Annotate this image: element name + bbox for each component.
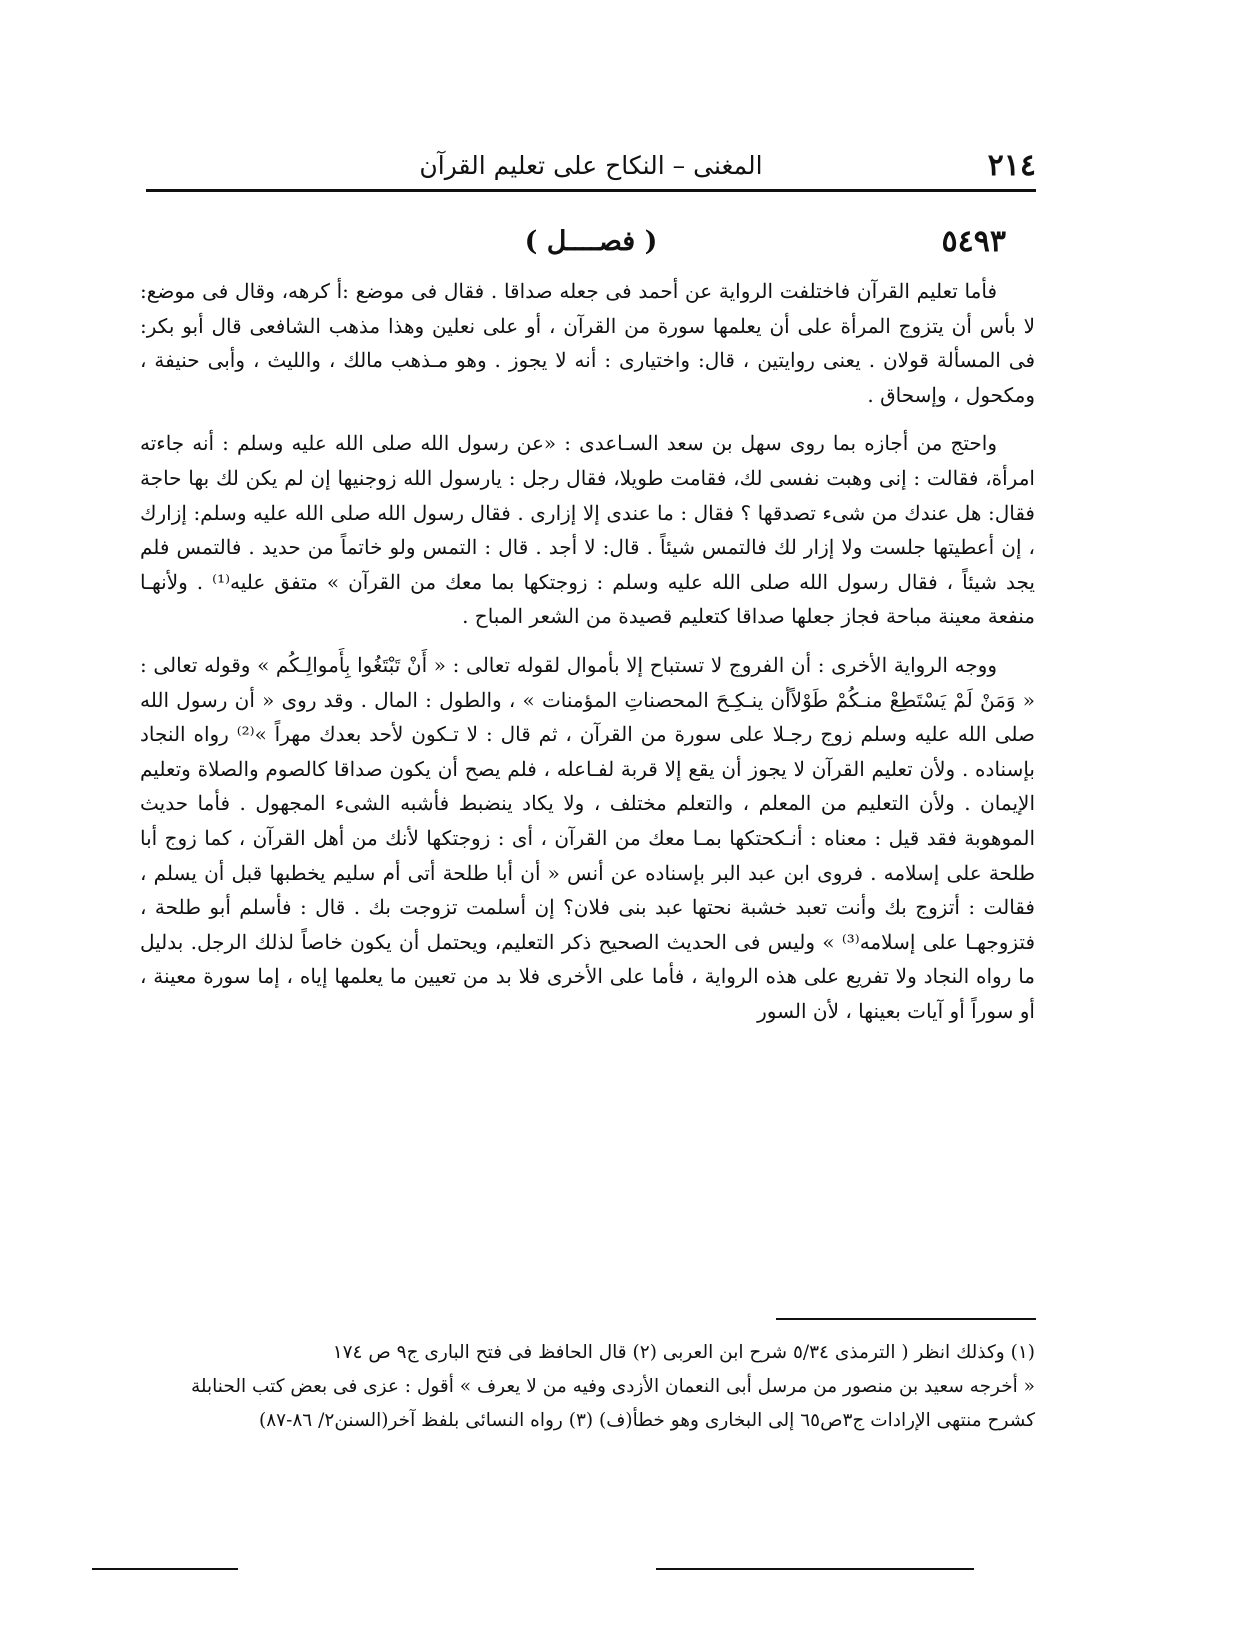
section-title: ( فصــــل ) <box>524 226 658 257</box>
paragraph: واحتج من أجازه بما روى سهل بن سعد السـاعدى : «عن رسول الله صلى الله عليه وسلم : أنه جاءته امرأة، فقالت : إنى وهبت نفسى لك، فقامت طويلا، فقال رجل : يارسول الله زوجنيها إن لم يكن لك بها حاجة فقال: هل عندك من شىء تصدقها ؟ فقال : ما عندى إلا إزارى . فقال رسول الله صلى الله عليه وسلم: إزارك ، إن أعطيتها جلست ولا إزار لك فالتمس شيئاً . قال: لا أجد . قال : التمس ولو خاتماً من حديد . فالتمس فلم يجد شيئاً ، فقال رسول الله صلى الله عليه وسلم : زوجتكها بما معك من القرآن » متفق عليه⁽¹⁾ . ولأنهـا منفعة معينة مباحة فجاز جعلها صداقا كتعليم قصيدة من الشعر المباح . <box>140 431 1035 629</box>
header-rule <box>146 189 1036 192</box>
section-number: ٥٤٩٣ <box>941 224 1006 259</box>
bottom-rule-right <box>656 1568 974 1570</box>
bottom-rule-left <box>92 1568 238 1570</box>
running-header <box>146 138 1036 190</box>
section-heading <box>146 222 1036 266</box>
paragraph: فأما تعليم القرآن فاختلفت الرواية عن أحمد فى جعله صداقا . فقال فى موضع :أ كرهه، وقال فى موضع: لا بأس أن يتزوج المرأة على أن يعلمها سورة من القرآن ، أو على نعلين وهذا مذهب الشافعى قال أبو بكر: فى المسألة قولان . يعنى روايتين ، قال: واختيارى : أنه لا يجوز . وهو مـذهب مالك ، والليث ، وأبى حنيفة ، ومكحول ، وإسحاق . <box>140 279 1035 407</box>
footnote-line: كشرح منتهى الإرادات ج٣ص٦٥ إلى البخارى وهو خطأ(ف) (٣) رواه النسائى بلفظ آخر(السنن٢/ ٨٦-٨٧) <box>259 1410 1035 1431</box>
running-header-title: المغنى – النكاح على تعليم القرآن <box>419 151 763 180</box>
footnotes <box>140 1336 1035 1438</box>
main-text <box>140 274 1035 1042</box>
footnote-separator <box>776 1318 1036 1320</box>
footnote-line: (١) وكذلك انظر ( الترمذى ٥/٣٤ شرح ابن العربى (٢) قال الحافظ فى فتح البارى ج٩ ص ١٧٤ <box>332 1342 1035 1363</box>
page-number: ٢١٤ <box>987 148 1036 183</box>
paragraph: ووجه الرواية الأخرى : أن الفروج لا تستباح إلا بأموال لقوله تعالى : « أَنْ تَبْتَغُوا بِأَموالِـكُم » وقوله تعالى : « وَمَنْ لَمْ يَسْتَطِعْ منـكُمْ طَوْلاًأن ينـكِـحَ المحصناتِ المؤمنات » ، والطول : المال . وقد روى « أن رسول الله صلى الله عليه وسلم زوج رجـلا على سورة من القرآن ، ثم قال : لا تـكون لأحد بعدك مهراً »⁽²⁾ رواه النجاد بإسناده . ولأن تعليم القرآن لا يجوز أن يقع إلا قربة لفـاعله ، فلم يصح أن يكون صداقا كالصوم والصلاة وتعليم الإيمان . ولأن التعليم من المعلم ، والتعلم مختلف ، ولا يكاد ينضبط فأشبه الشىء المجهول . فأما حديث الموهوبة فقد قيل : معناه : أنـكحتكها بمـا معك من القرآن ، أى : زوجتكها لأنك من أهل القرآن ، كما زوج أبا طلحة على إسلامه . فروى ابن عبد البر بإسناده عن أنس « أن أبا طلحة أتى أم سليم يخطبها قبل أن يسلم ، فقالت : أتزوج بك وأنت تعبد خشبة نحتها عبد بنى فلان؟ إن أسلمت تزوجت بك . قال : فأسلم أبو طلحة ، فتزوجهـا على إسلامه⁽³⁾ » وليس فى الحديث الصحيح ذكر التعليم، ويحتمل أن يكون خاصاً لذلك الرجل. بدليل ما رواه النجاد ولا تفريع على هذه الرواية ، فأما على الأخرى فلا بد من تعيين ما يعلمها إياه ، إما سورة معينة ، أو سوراً أو آيات بعينها ، لأن السور <box>140 652 1036 1023</box>
footnote-line: « أخرجه سعيد بن منصور من مرسل أبى النعمان الأزدى وفيه من لا يعرف » أقول : عزى فى بعض كتب الحنابلة <box>190 1376 1035 1397</box>
